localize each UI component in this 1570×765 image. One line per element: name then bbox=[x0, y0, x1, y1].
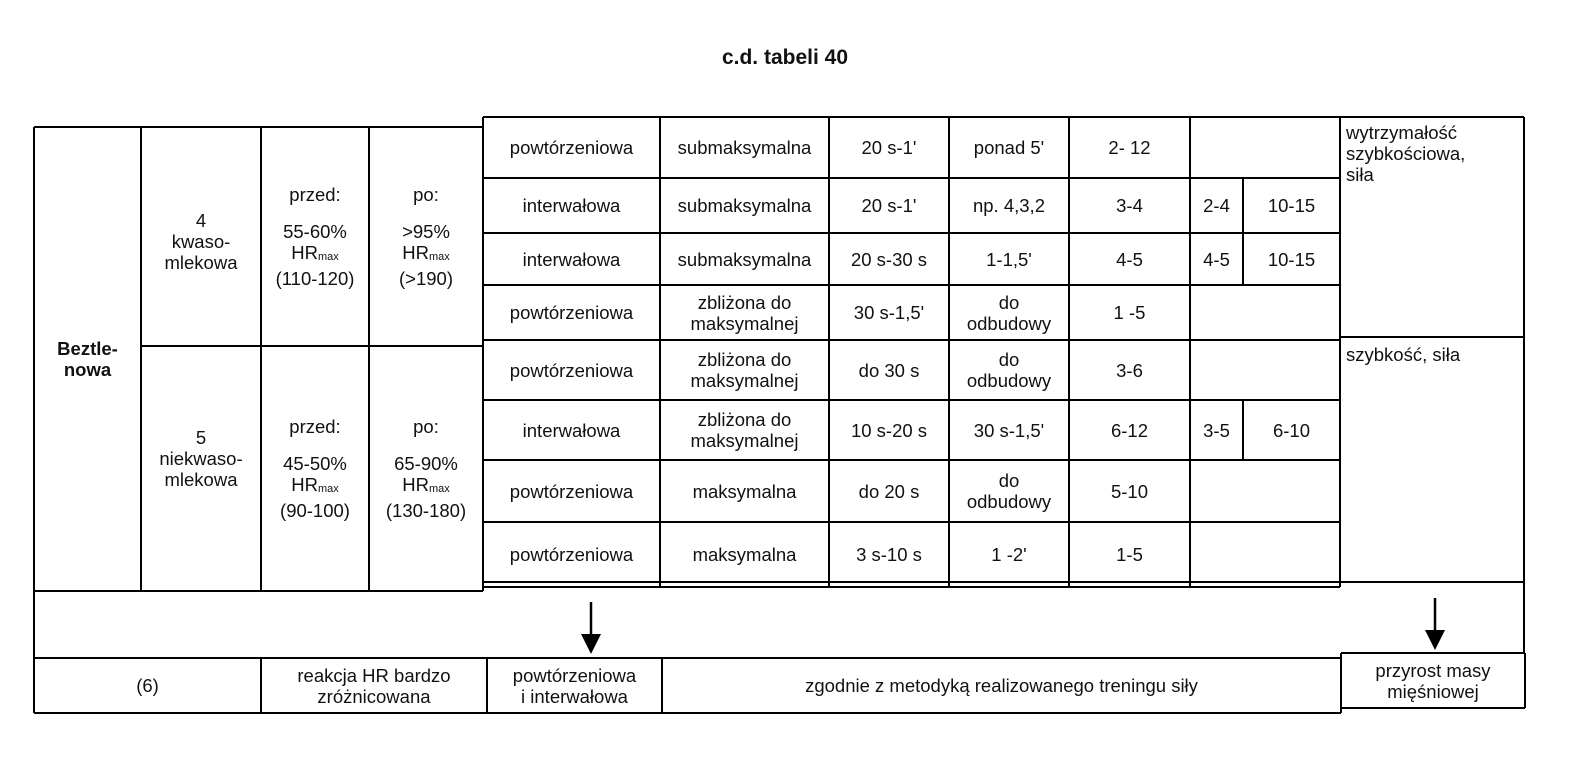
cell-series-rest bbox=[1243, 340, 1340, 400]
cell-series-rest bbox=[1243, 285, 1340, 340]
cell-series-rest: 10-15 bbox=[1267, 195, 1316, 216]
cell-method: powtórzeniowa bbox=[509, 480, 634, 502]
grid-line bbox=[483, 521, 1340, 523]
cell-reps: 1-5 bbox=[1116, 544, 1143, 565]
grid-line bbox=[1189, 117, 1191, 587]
zone5-hr-before bbox=[261, 346, 369, 591]
grid-line bbox=[34, 126, 483, 128]
grid-line bbox=[1524, 653, 1526, 708]
cell-series-rest bbox=[1243, 460, 1340, 522]
zone5-before-range: (90-100) bbox=[280, 500, 350, 521]
zone6-description: zgodnie z metodyką realizowanego treningu siły bbox=[805, 675, 1198, 696]
grid-line bbox=[828, 117, 830, 587]
anaerobic-label: Beztle- nowa bbox=[57, 338, 118, 380]
cell-series bbox=[1190, 522, 1243, 587]
zone6-hr-reaction: reakcja HR bardzo zróżnicowana bbox=[297, 664, 451, 707]
cell-reps: 6-12 bbox=[1110, 419, 1149, 441]
grid-line bbox=[1242, 400, 1244, 460]
grid-line bbox=[1523, 582, 1525, 653]
cell-intensity: maksymalna bbox=[692, 544, 797, 565]
cell-method: powtórzeniowa bbox=[509, 544, 634, 565]
grid-line bbox=[1340, 653, 1342, 713]
zone4-after-label: po: bbox=[413, 184, 439, 205]
cell-rest: do odbudowy bbox=[966, 349, 1052, 391]
cell-intensity: maksymalna bbox=[692, 480, 797, 502]
cell-method: interwałowa bbox=[522, 419, 621, 441]
cell-series bbox=[1190, 460, 1243, 522]
cell-duration: 20 s-30 s bbox=[850, 248, 928, 270]
grid-line bbox=[1523, 117, 1525, 591]
cell-method: interwałowa bbox=[522, 195, 621, 216]
zone5-name: 5 niekwaso- mlekowa bbox=[159, 427, 243, 490]
grid-line bbox=[659, 117, 661, 587]
cell-series-rest: 6-10 bbox=[1272, 419, 1311, 441]
cell-duration: 20 s-1' bbox=[861, 195, 917, 216]
grid-line bbox=[1341, 652, 1524, 654]
grid-line bbox=[260, 658, 262, 713]
cell-series-rest: 10-15 bbox=[1267, 248, 1316, 270]
cell-series-rest bbox=[1243, 117, 1340, 178]
cell-rest: do odbudowy bbox=[966, 291, 1052, 334]
cell-duration: 3 s-10 s bbox=[856, 544, 922, 565]
grid-line bbox=[34, 590, 483, 592]
cell-series bbox=[1190, 117, 1243, 178]
zone4-hr-after bbox=[369, 127, 483, 346]
cell-method: interwałowa bbox=[522, 248, 621, 270]
cell-method: powtórzeniowa bbox=[509, 137, 634, 158]
cell-rest: np. 4,3,2 bbox=[972, 195, 1045, 216]
cell-method: powtórzeniowa bbox=[509, 359, 634, 381]
cell-reps: 5-10 bbox=[1110, 480, 1149, 502]
zone4-after-range: (>190) bbox=[399, 268, 453, 289]
grid-line bbox=[661, 658, 663, 713]
cell-series: 4-5 bbox=[1203, 248, 1230, 270]
zone6-effect: przyrost masy mięśniowej bbox=[1375, 659, 1491, 702]
grid-line bbox=[483, 581, 1524, 583]
zone5-before-hr: $HR_{max}$ bbox=[291, 474, 339, 495]
grid-line bbox=[34, 657, 1341, 659]
table-title: c.d. tabeli 40 bbox=[721, 46, 849, 69]
cell-duration: do 30 s bbox=[858, 359, 920, 381]
grid-line bbox=[141, 345, 483, 347]
zone4-before-range: (110-120) bbox=[275, 268, 355, 289]
zone5-hr-after bbox=[369, 346, 483, 591]
zone4-before-label: przed: bbox=[289, 184, 341, 205]
cell-intensity: zbliżona do maksymalnej bbox=[690, 291, 799, 334]
cell-intensity: submaksymalna bbox=[677, 195, 812, 216]
grid-line bbox=[1190, 232, 1340, 234]
zone5-after-range: (130-180) bbox=[385, 500, 467, 521]
grid-line bbox=[483, 459, 1340, 461]
grid-line bbox=[140, 127, 142, 591]
zone4-effect: wytrzymałość szybkościowa, siła bbox=[1346, 122, 1466, 185]
zone5-before-pct: 45-50% bbox=[283, 453, 347, 474]
zone5-before-label: przed: bbox=[289, 416, 341, 437]
cell-intensity: zbliżona do maksymalnej bbox=[690, 409, 799, 451]
grid-line bbox=[483, 284, 1340, 286]
down-arrow-icon bbox=[579, 602, 603, 656]
grid-line bbox=[483, 339, 1340, 341]
cell-reps: 4-5 bbox=[1116, 248, 1143, 270]
cell-duration: do 20 s bbox=[858, 480, 920, 502]
cell-series-rest bbox=[1243, 522, 1340, 587]
zone6-method: powtórzeniowa i interwałowa bbox=[512, 664, 637, 707]
cell-duration: 30 s-1,5' bbox=[853, 302, 925, 323]
cell-duration: 20 s-1' bbox=[861, 137, 917, 158]
grid-line bbox=[1340, 336, 1524, 338]
grid-line bbox=[260, 127, 262, 591]
grid-line bbox=[483, 586, 1340, 588]
cell-rest: 1-1,5' bbox=[986, 248, 1032, 270]
zone4-before-pct: 55-60% bbox=[283, 221, 347, 242]
cell-rest: 30 s-1,5' bbox=[973, 419, 1045, 441]
cell-rest: ponad 5' bbox=[973, 137, 1045, 158]
cell-intensity: zbliżona do maksymalnej bbox=[690, 349, 799, 391]
grid-line bbox=[486, 658, 488, 713]
cell-reps: 1 -5 bbox=[1113, 302, 1146, 323]
cell-method: powtórzeniowa bbox=[509, 302, 634, 323]
cell-series: 2-4 bbox=[1203, 195, 1230, 216]
cell-series bbox=[1190, 340, 1243, 400]
grid-line bbox=[1068, 117, 1070, 587]
zone5-after-pct: 65-90% bbox=[394, 453, 458, 474]
cell-rest: 1 -2' bbox=[991, 544, 1027, 565]
grid-line bbox=[1339, 117, 1341, 587]
grid-line bbox=[482, 117, 484, 591]
grid-line bbox=[368, 127, 370, 591]
zone4-name: 4 kwaso- mlekowa bbox=[164, 210, 238, 273]
cell-series bbox=[1190, 285, 1243, 340]
cell-reps: 2- 12 bbox=[1108, 137, 1151, 158]
grid-line bbox=[483, 116, 1524, 118]
grid-line bbox=[483, 399, 1340, 401]
zone5-after-hr: $HR_{max}$ bbox=[402, 474, 450, 495]
grid-line bbox=[1190, 177, 1340, 179]
zone4-hr-before bbox=[261, 127, 369, 346]
down-arrow-icon bbox=[1423, 598, 1447, 652]
zone5-after-label: po: bbox=[413, 416, 439, 437]
zone4-after-pct: >95% bbox=[402, 221, 450, 242]
zone4-before-hr: $HR_{max}$ bbox=[291, 242, 339, 263]
cell-duration: 10 s-20 s bbox=[850, 419, 928, 441]
grid-line bbox=[34, 712, 1341, 714]
grid-line bbox=[948, 117, 950, 587]
grid-line bbox=[1341, 707, 1525, 709]
cell-reps: 3-4 bbox=[1116, 195, 1143, 216]
zone4-after-hr: $HR_{max}$ bbox=[402, 242, 450, 263]
cell-reps: 3-6 bbox=[1116, 359, 1143, 381]
cell-intensity: submaksymalna bbox=[677, 137, 812, 158]
cell-series: 3-5 bbox=[1203, 419, 1230, 441]
zone5-effect: szybkość, siła bbox=[1346, 344, 1461, 365]
zone6-name: (6) bbox=[136, 675, 159, 696]
grid-line bbox=[33, 127, 35, 713]
cell-intensity: submaksymalna bbox=[677, 248, 812, 270]
cell-rest: do odbudowy bbox=[966, 470, 1052, 512]
